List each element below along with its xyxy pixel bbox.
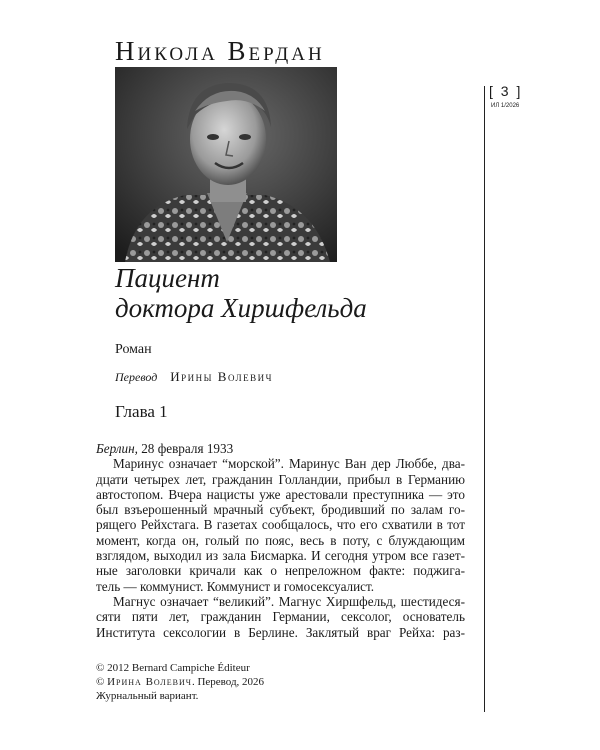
novel-title-line-1: Пациент bbox=[115, 263, 220, 293]
translator-credit bbox=[115, 369, 273, 385]
translator-label: Перевод bbox=[115, 370, 158, 384]
copyright-original: © 2012 Bernard Campiche Éditeur bbox=[96, 662, 250, 674]
page-number: [ 3 ] bbox=[489, 83, 523, 99]
text-line: был взъерошенный мрачный субъект, бродивший по залам го- bbox=[96, 502, 465, 518]
text-line: рящего Рейхстага. В газетах сообщалось, что его схватили в тот bbox=[96, 517, 465, 533]
text-line: автостопом. Вчера нацисты уже арестовали преступника — это bbox=[96, 486, 465, 502]
issue-label: ИЛ 1/2026 bbox=[491, 103, 520, 109]
author-name: Никола Вердан bbox=[115, 36, 325, 66]
text-line: Института сексологии в Берлине. Заклятый враг Рейха: раз- bbox=[96, 624, 465, 640]
chapter-heading: Глава 1 bbox=[115, 402, 168, 421]
text-line: ные заголовки кричали как о непреложном факте: поджига- bbox=[96, 563, 465, 579]
author-photo bbox=[115, 67, 337, 262]
copyright-translation bbox=[96, 675, 264, 689]
body-text bbox=[96, 441, 465, 640]
text-line: дцати четырех лет, гражданин Голландии, прибыл в Германию bbox=[96, 471, 465, 487]
text-line: Маринус означает “морской”. Маринус Ван дер Люббе, два- bbox=[113, 456, 465, 472]
copyright-translator-name: Ирина Волевич bbox=[107, 676, 192, 688]
copyright-translation-rest: . Перевод, 2026 bbox=[191, 676, 265, 688]
translator-name: Ирины Волевич bbox=[170, 369, 273, 384]
text-line: момент, когда он, голый по пояс, весь в поту, с блуждающим bbox=[96, 532, 465, 548]
text-line: взглядом, выходил из зала Бисмарка. И сегодня утром все газет- bbox=[96, 548, 465, 564]
copyright-symbol: © bbox=[96, 676, 108, 688]
novel-title-line-2: доктора Хиршфельда bbox=[115, 293, 367, 323]
text-line: Магнус означает “великий”. Магнус Хиршфельд, шестидеся- bbox=[113, 593, 465, 609]
dateline bbox=[96, 441, 465, 456]
novel-title bbox=[115, 263, 367, 323]
dateline-date: 28 февраля 1933 bbox=[137, 441, 234, 456]
text-line: сяти пяти лет, гражданин Германии, сексолог, основатель bbox=[96, 609, 465, 625]
copyright-block bbox=[96, 661, 264, 703]
dateline-place: Берлин, bbox=[96, 441, 138, 456]
portrait-image bbox=[115, 67, 337, 262]
journal-version-note: Журнальный вариант. bbox=[96, 690, 199, 702]
genre-label: Роман bbox=[115, 342, 152, 357]
text-line: тель — коммунист. Коммунист и гомосексуалист. bbox=[96, 578, 375, 594]
margin-rule bbox=[484, 86, 485, 712]
